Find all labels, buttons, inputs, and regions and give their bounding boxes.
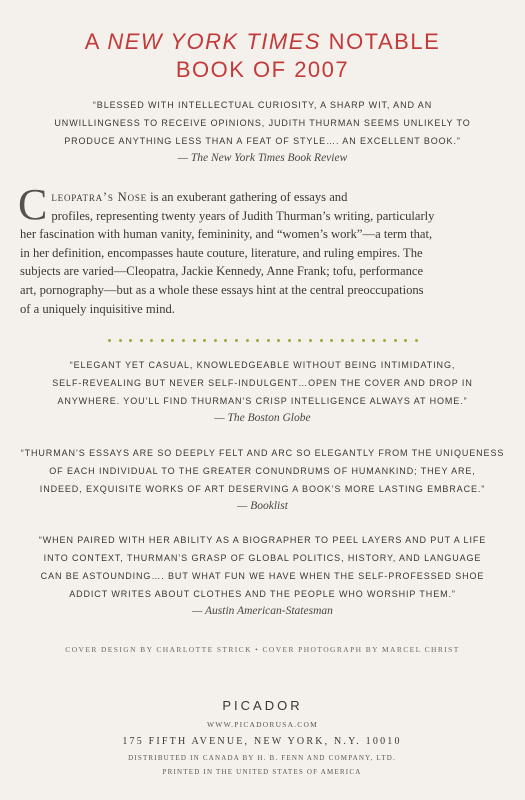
description-line: of a uniquely inquisitive mind. [20,301,175,316]
quote-text [20,444,505,498]
headline-prefix: A [84,29,108,54]
quote-line: CAN BE ASTOUNDING…. BUT WHAT FUN WE HAVE WHEN THE SELF-PROFESSED SHOE [40,571,485,581]
quote-text [20,356,505,410]
divider-dot [267,339,270,342]
divider-dot [309,339,312,342]
divider-dot [383,339,386,342]
description-line: art, pornography—but as a whole these essays hint at the central preoccupations [20,282,424,297]
divider-dot [372,339,375,342]
divider-dot [235,339,238,342]
divider-dot [161,339,164,342]
quote-line: INDEED, EXQUISITE WORKS OF ART DESERVING A BOOK’S MORE LASTING EMBRACE.” [39,484,486,494]
headline-suffix: NOTABLE [321,29,441,54]
quote-attribution: — Booklist [237,500,288,512]
book-description [18,180,506,318]
divider-dot [150,339,153,342]
quote-line: “ELEGANT YET CASUAL, KNOWLEDGEABLE WITHOUT BEING INTIMIDATING, [69,360,456,370]
divider-dot [404,339,407,342]
publisher-website: WWW.PICADORUSA.COM [207,720,318,729]
quote-line: “THURMAN’S ESSAYS ARE SO DEEPLY FELT AND ARC SO ELEGANTLY FROM THE UNIQUENESS [20,448,505,458]
quote-line: INTO CONTEXT, THURMAN’S GRASP OF GLOBAL POLITICS, HISTORY, AND LANGUAGE [43,553,482,563]
quote-attribution: — The Boston Globe [214,412,311,424]
divider-dot [140,339,143,342]
divider-dot [330,339,333,342]
quote-austin [20,531,505,619]
divider-dot [298,339,301,342]
divider-dot [171,339,174,342]
divider-dot [288,339,291,342]
divider-dot [341,339,344,342]
divider-dot [415,339,418,342]
headline-line-2: BOOK OF 2007 [175,57,350,82]
quote-booklist [20,444,505,514]
quote-text [20,531,505,603]
divider-dot [256,339,259,342]
description-line: profiles, representing twenty years of Judith Thurman’s writing, particularly [51,208,435,223]
divider-dot [394,339,397,342]
quote-attribution: — The New York Times Book Review [177,152,348,164]
quote-line: “BLESSED WITH INTELLECTUAL CURIOSITY, A SHARP WIT, AND AN [92,100,433,110]
printed-note: PRINTED IN THE UNITED STATES OF AMERICA [162,768,362,776]
drop-cap: C [18,180,48,229]
description-line: leopatra’s Nose is an exuberant gathering of essays and [51,190,348,204]
divider-dot [193,339,196,342]
description-line: subjects are varied—Cleopatra, Jackie Kennedy, Anne Frank; tofu, performance [20,264,424,279]
divider-dot [214,339,217,342]
quote-attribution: — Austin American-Statesman [192,605,333,617]
cover-credits: COVER DESIGN BY CHARLOTTE STRICK • COVER PHOTOGRAPH BY MARCEL CHRIST [65,645,460,654]
publisher-address: 175 FIFTH AVENUE, NEW YORK, N.Y. 10010 [122,736,402,747]
divider-dot [277,339,280,342]
quote-line: ADDICT WRITES ABOUT CLOTHES AND THE PEOPLE WHO WORSHIP THEM.” [69,589,456,599]
distribution-note: DISTRIBUTED IN CANADA BY H. B. FENN AND COMPANY, LTD. [128,754,396,762]
quote-text [20,96,505,150]
quote-line: ANYWHERE. YOU’LL FIND THURMAN’S CRISP INTELLIGENCE ALWAYS AT HOME.” [57,396,468,406]
book-title: leopatra’s Nose [51,190,147,204]
divider-dot [246,339,249,342]
headline-line-1 [0,28,525,56]
quote-line: UNWILLINGNESS TO RECEIVE OPINIONS, JUDITH THURMAN SEEMS UNLIKELY TO [54,118,471,128]
dotted-divider [108,337,418,343]
divider-dot [203,339,206,342]
quote-boston-globe [20,356,505,426]
headline-italic: NEW YORK TIMES [107,29,322,54]
divider-dot [129,339,132,342]
divider-dot [119,339,122,342]
headline [0,28,525,84]
description-line: her fascination with human vanity, femininity, and “women’s work”—a term that, [20,227,433,242]
description-line: in her definition, encompasses haute couture, literature, and ruling empires. The [20,245,423,260]
divider-dot [351,339,354,342]
quote-line: OF EACH INDIVIDUAL TO THE GREATER CONUNDRUMS OF HUMANKIND; THEY ARE, [49,466,476,476]
quote-line: PRODUCE ANYTHING LESS THAN A FEAT OF STYLE…. AN EXCELLENT BOOK.” [64,136,461,146]
quote-nyt [20,96,505,166]
divider-dot [108,339,111,342]
divider-dot [362,339,365,342]
divider-dot [182,339,185,342]
divider-dot [320,339,323,342]
quote-line: “WHEN PAIRED WITH HER ABILITY AS A BIOGRAPHER TO PEEL LAYERS AND PUT A LIFE [38,535,487,545]
publisher-name: PICADOR [222,698,303,713]
divider-dot [224,339,227,342]
quote-line: SELF-REVEALING BUT NEVER SELF-INDULGENT…OPEN THE COVER AND DROP IN [52,378,473,388]
